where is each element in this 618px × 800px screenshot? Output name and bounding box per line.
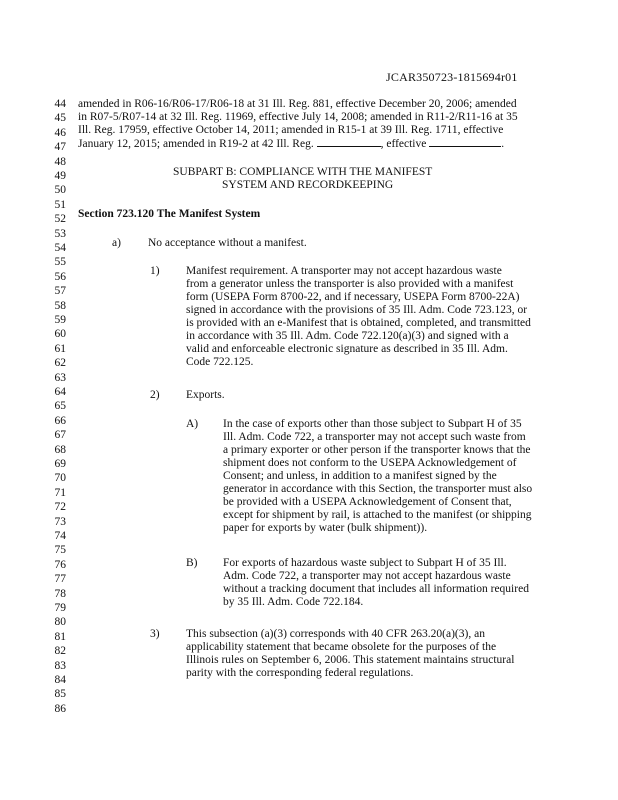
line-number: 47 [54, 141, 66, 154]
line-number: 78 [54, 587, 66, 600]
subsection-label-1: 1) [150, 265, 160, 277]
line-number: 45 [54, 112, 66, 125]
blank-reg-page [317, 137, 381, 147]
paragraph-line: paper for exports by water (bulk shipment)). [223, 522, 428, 534]
line-number: 81 [54, 630, 66, 643]
paragraph-line: applicability statement that became obsolete for the purposes of the [186, 641, 497, 653]
line-number: 48 [54, 155, 66, 168]
line-number: 80 [54, 616, 66, 629]
line-number: 63 [54, 371, 66, 384]
line-number: 85 [54, 688, 66, 701]
line-number: 46 [54, 126, 66, 139]
paragraph-line: shipment does not conform to the USEPA Acknowledgement of [223, 457, 517, 469]
line-number: 73 [54, 515, 66, 528]
line-number: 64 [54, 386, 66, 398]
page-header-doc-id: JCAR350723-1815694r01 [386, 70, 518, 84]
line-number: 67 [54, 429, 66, 442]
paragraph-line: parity with the corresponding federal regulations. [186, 667, 414, 679]
paragraph-line: No acceptance without a manifest. [148, 237, 307, 249]
source-note-line [78, 137, 504, 151]
line-number: 44 [54, 98, 66, 110]
line-number: 66 [54, 414, 66, 427]
paragraph-line: For exports of hazardous waste subject to Subpart H of 35 Ill. [223, 557, 507, 569]
paragraph-line: in accordance with 35 Ill. Adm. Code 722.120(a)(3) and signed with a [186, 330, 509, 342]
paragraph-line: Adm. Code 722, a transporter may not accept hazardous waste [223, 570, 511, 582]
source-note-text: , effective [380, 138, 427, 150]
subsection-label-2: 2) [150, 389, 160, 401]
source-note-line: amended in R06-16/R06-17/R06-18 at 31 Ill. Reg. 881, effective December 20, 2006; amended [78, 98, 517, 110]
line-number: 83 [54, 659, 66, 672]
subpart-heading: SUBPART B: COMPLIANCE WITH THE MANIFEST [173, 166, 433, 178]
line-number: 54 [54, 242, 66, 254]
paragraph-line: is provided with an e-Manifest that is obtained, completed, and transmitted [186, 317, 531, 329]
subsection-label-A: A) [186, 418, 199, 430]
paragraph-line: by 35 Ill. Adm. Code 722.184. [223, 596, 364, 608]
line-number: 69 [54, 458, 66, 470]
line-number: 86 [54, 702, 66, 715]
paragraph-line: a primary exporter or other person if the transporter knows that the [223, 444, 531, 456]
paragraph-line: Manifest requirement. A transporter may not accept hazardous waste [186, 265, 502, 277]
paragraph-line: form (USEPA Form 8700-22, and if necessary, USEPA Form 8700-22A) [186, 291, 520, 303]
paragraph-line: generator in accordance with this Section, the transporter must also [223, 483, 533, 495]
paragraph-line: Consent; and unless, in addition to a manifest signed by the [223, 470, 497, 482]
line-number: 60 [54, 328, 66, 341]
section-title: Section 723.120 The Manifest System [78, 208, 261, 220]
paragraph-line: Illinois rules on September 6, 2006. This statement maintains structural [186, 654, 515, 666]
line-number: 52 [54, 213, 66, 226]
paragraph-line: from a generator unless the transporter is also provided with a manifest [186, 278, 514, 290]
paragraph-line: be provided with a USEPA Acknowledgement of Consent that, [223, 496, 512, 508]
line-number: 50 [54, 184, 66, 197]
line-number: 72 [54, 501, 66, 514]
paragraph-line: In the case of exports other than those subject to Subpart H of 35 [223, 418, 522, 430]
paragraph-line: signed in accordance with the provisions of 35 Ill. Adm. Code 723.123, or [186, 304, 528, 316]
paragraph-line: except for shipment by rail, is attached to the manifest (or shipping [223, 509, 532, 521]
line-number: 56 [54, 270, 66, 283]
line-number: 57 [54, 285, 66, 298]
subsection-label-a: a) [112, 237, 121, 249]
paragraph-line: This subsection (a)(3) corresponds with 40 CFR 263.20(a)(3), an [186, 628, 485, 640]
paragraph-line: Exports. [186, 389, 225, 401]
paragraph-line: valid and enforceable electronic signature as described in 35 Ill. Adm. [186, 343, 508, 355]
paragraph-line: without a tracking document that includes all information required [223, 583, 529, 595]
line-number: 70 [54, 472, 66, 485]
line-number: 74 [54, 530, 66, 542]
blank-effective-date [429, 137, 501, 147]
line-number: 49 [54, 170, 66, 182]
subpart-heading: SYSTEM AND RECORDKEEPING [222, 179, 394, 191]
line-number: 58 [54, 299, 66, 312]
line-number: 76 [54, 558, 66, 571]
source-note-line: in R07-5/R07-14 at 32 Ill. Reg. 11969, effective July 14, 2008; amended in R11-2/R11-16 at 35 [78, 111, 518, 123]
line-number: 53 [54, 227, 66, 240]
line-number: 77 [54, 573, 66, 586]
line-number: 61 [54, 342, 66, 355]
subsection-label-3: 3) [150, 628, 160, 640]
line-number: 75 [54, 544, 66, 557]
line-number: 55 [54, 256, 66, 269]
line-number: 65 [54, 400, 66, 413]
paragraph-line: Ill. Adm. Code 722, a transporter may not accept such waste from [223, 431, 526, 443]
source-note-line: Ill. Reg. 17959, effective October 14, 2011; amended in R15-1 at 39 Ill. Reg. 1711, effective [78, 124, 504, 136]
line-number: 84 [54, 674, 66, 686]
subsection-label-B: B) [186, 557, 198, 569]
line-number: 59 [54, 314, 66, 326]
line-number: 51 [54, 198, 66, 211]
line-number: 71 [54, 486, 66, 499]
source-note-text: . [501, 138, 505, 150]
line-number: 82 [54, 645, 66, 658]
line-number: 79 [54, 602, 66, 614]
line-number: 62 [54, 357, 66, 370]
source-note-text: January 12, 2015; amended in R19-2 at 42 Ill. Reg. [78, 138, 314, 150]
paragraph-line: Code 722.125. [186, 356, 254, 368]
line-number: 68 [54, 443, 66, 456]
